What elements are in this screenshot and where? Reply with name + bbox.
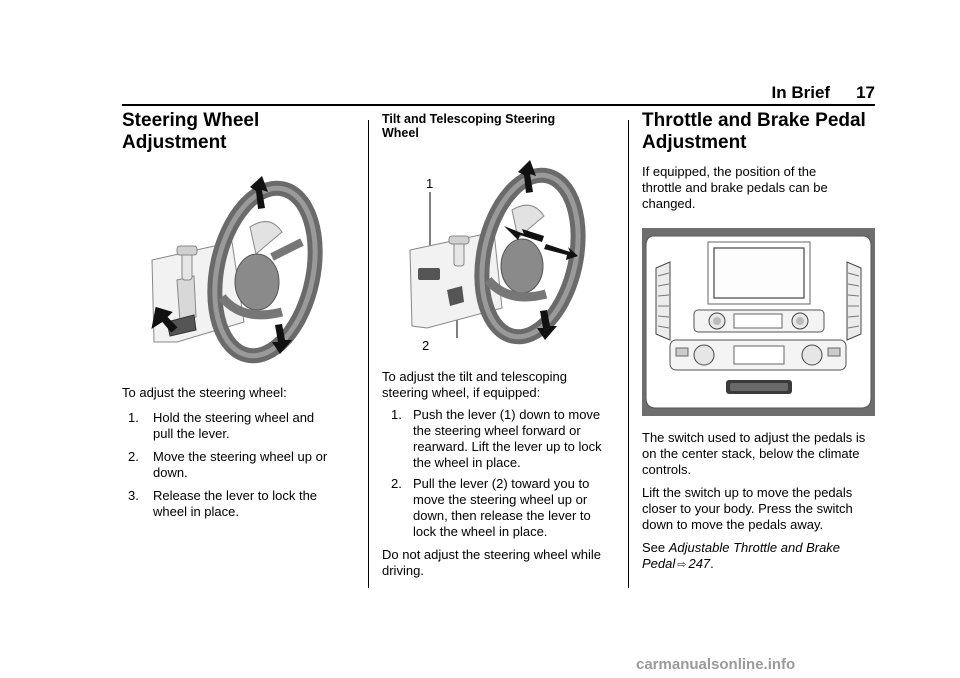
header-text [772,83,875,103]
steps-list [382,407,614,540]
see-reference [642,540,875,573]
page-number: 17 [856,83,875,102]
list-item [382,407,614,471]
warning-note: Do not adjust the steering wheel while driving. [382,547,601,578]
step-number: 3. [128,488,139,503]
step-text: Release the lever to lock the wheel in place. [153,488,318,519]
reference-title-line-2[interactable]: Pedal [642,556,676,571]
heading-line-2: Adjustment [642,132,747,153]
page-arrow-icon: ⇨ [677,559,687,571]
heading-line-1: Throttle and Brake Pedal [642,110,866,131]
step-text: Move the steering wheel up or down. [153,449,328,480]
list-item [122,488,337,520]
step-text: Hold the steering wheel and pull the lever. [153,410,315,441]
intro-text: To adjust the tilt and telescoping steering wheel, if equipped: [382,369,568,400]
switch-usage-text: Lift the switch up to move the pedals closer to your body. Press the switch down to move the pedals away. [642,485,853,532]
heading-line-1: Steering Wheel [122,110,260,131]
list-item [122,449,337,481]
heading-line-2: Adjustment [122,132,227,153]
intro-text: If equipped, the position of the throttle and brake pedals can be changed. [642,164,828,211]
step-number: 1. [391,407,402,422]
page-header [122,83,875,103]
callout-2: 2 [422,338,430,353]
center-stack-illustration [642,228,875,416]
column-divider-2 [628,120,629,588]
step-number: 2. [391,476,402,491]
column-steering-wheel [122,110,337,520]
see-label: See [642,540,666,555]
column-divider-1 [368,120,369,588]
step-text: Push the lever (1) down to move the steering wheel forward or rearward. Lift the lever up to lock the wheel in place. [413,407,602,470]
step-number: 2. [128,449,139,464]
section-title: In Brief [771,83,831,102]
reference-end: . [710,556,714,571]
step-number: 1. [128,410,139,425]
list-item [382,476,614,540]
column-throttle-brake [642,110,875,573]
steering-wheel-illustration [122,172,337,367]
step-text: Pull the lever (2) toward you to move the steering wheel up or down, then release the lever to lock the wheel in place. [413,476,591,539]
section-heading-throttle [642,110,875,154]
intro-text: To adjust the steering wheel: [122,385,287,400]
reference-link[interactable] [642,540,840,571]
switch-location-text: The switch used to adjust the pedals is on the center stack, below the climate controls. [642,430,866,477]
section-heading-steering [122,110,337,154]
reference-page[interactable]: 247 [688,556,711,571]
subsection-heading: Tilt and Telescoping Steering Wheel [382,112,556,140]
tilt-wheel-illustration [382,150,614,355]
reference-title-line-1[interactable]: Adjustable Throttle and Brake [668,540,841,555]
steps-list [122,410,337,520]
header-rule [122,104,875,106]
watermark: carmanualsonline.info [636,656,796,673]
list-item [122,410,337,442]
column-tilt-telescoping [382,110,614,579]
callout-1: 1 [426,176,434,191]
